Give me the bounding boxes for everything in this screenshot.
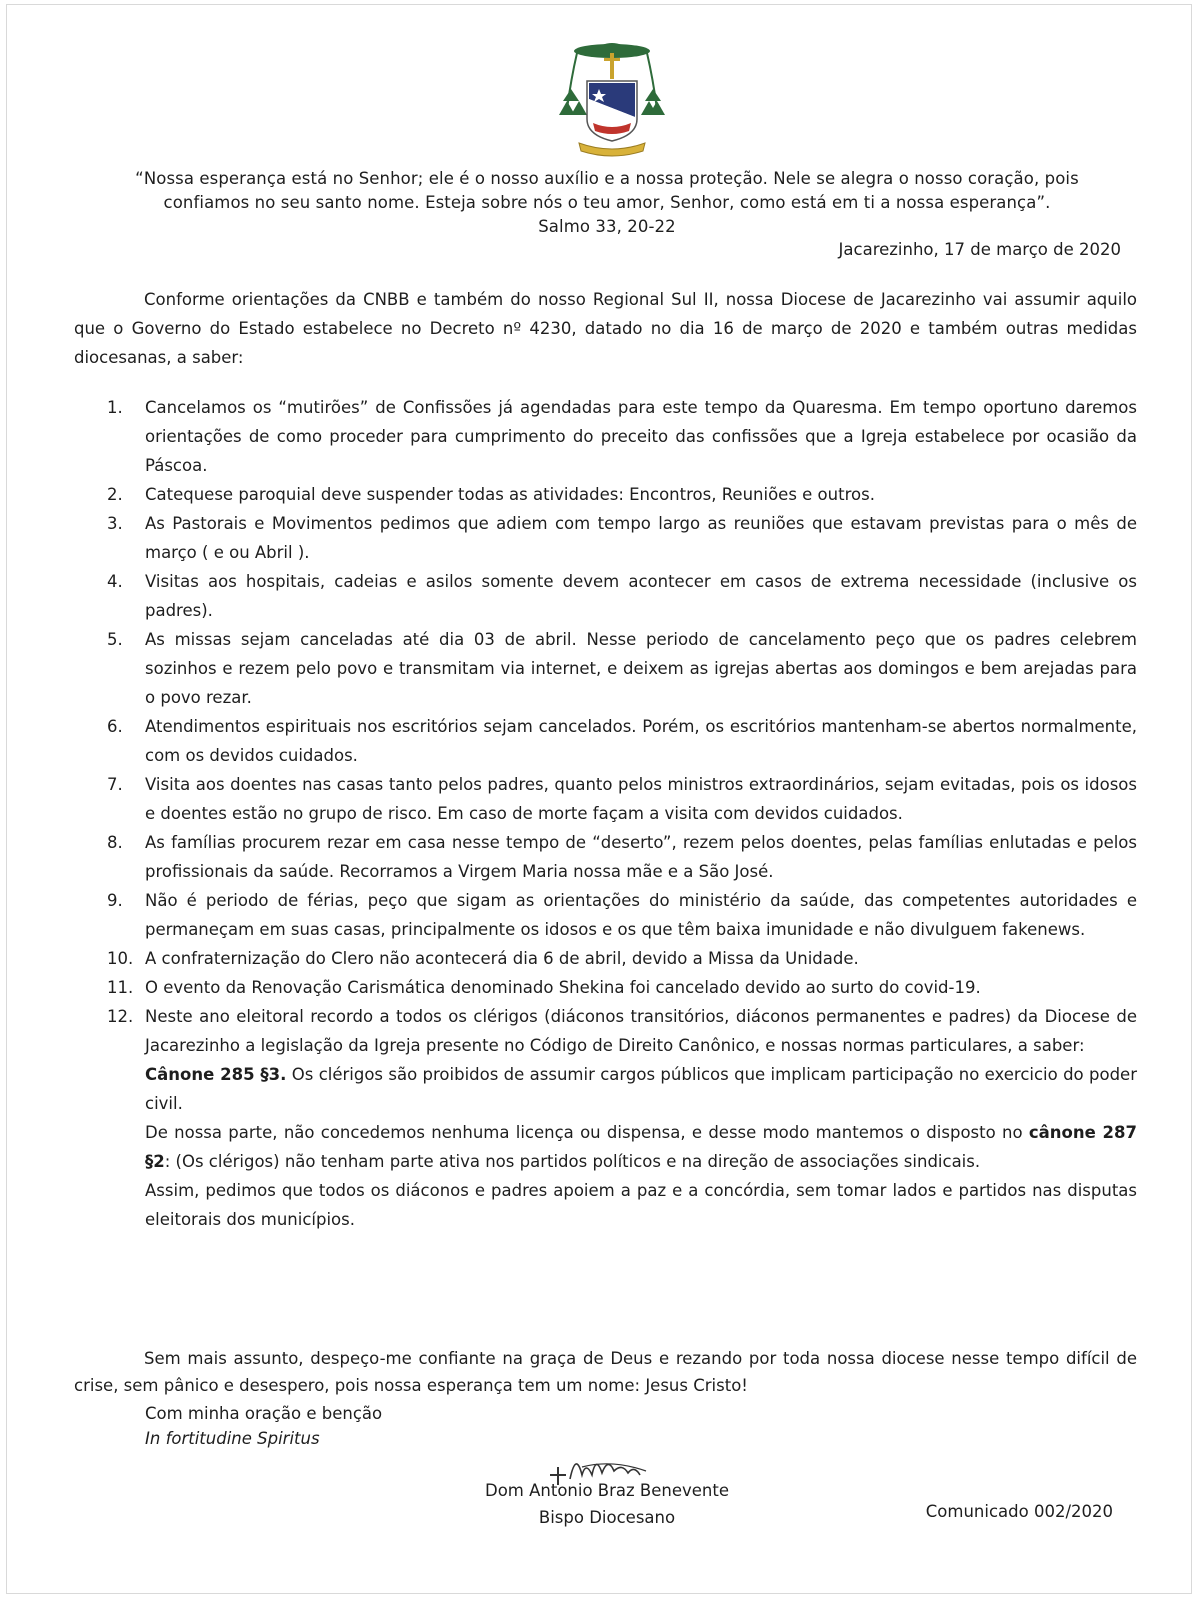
canon-287-text: : (Os clérigos) não tenham parte ativa nos partidos políticos e na direção de associações sindicais. [164,1152,981,1171]
list-item [107,828,1137,886]
motto-text: In fortitudine Spiritus [145,1429,320,1448]
measures-list [107,393,1137,1234]
date-line: Jacarezinho, 17 de março de 2020 [838,240,1121,259]
item-text: Catequese paroquial deve suspender todas as atividades: Encontros, Reuniões e outros. [145,485,875,504]
item-text: Visita aos doentes nas casas tanto pelos padres, quanto pelos ministros extraordinários, sejam evitadas, pois os idosos e doentes estão no grupo de risco. Em caso de morte façam a visita com devidos cuidados. [145,775,1137,823]
item-number: 10. [107,949,134,968]
list-item [107,393,1137,480]
item-number: 6. [107,717,123,736]
item-number: 3. [107,514,123,533]
peace-paragraph: Assim, pedimos que todos os diáconos e padres apoiem a paz e a concórdia, sem tomar lados e partidos nas disputas eleitorais dos municípios. [145,1181,1137,1229]
item-number: 4. [107,572,123,591]
signer-name: Dom Antonio Braz Benevente [484,1481,729,1500]
item-text: Atendimentos espirituais nos escritórios sejam cancelados. Porém, os escritórios mantenham-se abertos normalmente, com os devidos cuidados. [145,717,1137,765]
list-item [107,973,1137,1002]
item-number: 1. [107,398,123,417]
item-text: Visitas aos hospitais, cadeias e asilos somente devem acontecer em casos de extrema necessidade (inclusive os padres). [145,572,1137,620]
canon-285-text: Os clérigos são proibidos de assumir cargos públicos que implicam participação no exercicio do poder civil. [145,1065,1137,1113]
item-number: 7. [107,775,123,794]
license-text: De nossa parte, não concedemos nenhuma licença ou dispensa, e desse modo mantemos o disposto no [145,1123,1029,1142]
canon-285-label: Cânone 285 §3. [145,1065,287,1084]
list-item [107,712,1137,770]
canon-287-label: cânone 287 §2 [145,1123,1137,1171]
list-item [107,625,1137,712]
list-item [107,886,1137,944]
signer-title: Bispo Diocesano [538,1508,676,1527]
item-number: 5. [107,630,123,649]
canon-285-paragraph [145,1060,1137,1118]
regards-block [145,1401,382,1451]
list-item [107,509,1137,567]
item-number: 9. [107,891,123,910]
item-text: As Pastorais e Movimentos pedimos que adiem com tempo largo as reuniões que estavam previstas para o mês de março ( e ou Abril ). [145,514,1137,562]
intro-paragraph: Conforme orientações da CNBB e também do nosso Regional Sul II, nossa Diocese de Jacarezinho vai assumir aquilo que o Governo do Estado estabelece no Decreto nº 4230, datado no dia 16 de março de 2020 e também outras medidas diocesanas, a saber: [74,290,1137,367]
list-item [107,567,1137,625]
epigraph-quote: “Nossa esperança está no Senhor; ele é o nosso auxílio e a nossa proteção. Nele se alegra o nosso coração, pois confiamos no seu santo nome. Esteja sobre nós o teu amor, Senhor, como está em ti a nossa esperança”. [135,169,1079,212]
item-text: Cancelamos os “mutirões” de Confissões já agendadas para este tempo da Quaresma. Em tempo oportuno daremos orientações de como proceder para cumprimento do preceito das confissões que a Igreja estabelece por ocasião da Páscoa. [145,398,1137,475]
episcopal-coat-of-arms [557,39,667,161]
epigraph-reference: Salmo 33, 20-22 [538,217,676,236]
item-text: O evento da Renovação Carismática denominado Shekina foi cancelado devido ao surto do covid-19. [145,978,981,997]
item-number: 2. [107,485,123,504]
list-item [107,770,1137,828]
item-text: Neste ano eleitoral recordo a todos os clérigos (diáconos transitórios, diáconos permanentes e padres) da Diocese de Jacarezinho a legislação da Igreja presente no Código de Direito Canônico, e nossas normas particulares, a saber: [145,1007,1137,1055]
item-text: As famílias procurem rezar em casa nesse tempo de “deserto”, rezem pelos doentes, pelas famílias enlutadas e pelos profissionais da saúde. Recorramos a Virgem Maria nossa mãe e a São José. [145,833,1137,881]
list-item [107,1002,1137,1234]
item-number: 12. [107,1007,134,1026]
closing-paragraph: Sem mais assunto, despeço-me confiante na graça de Deus e rezando por toda nossa diocese nesse tempo difícil de crise, sem pânico e desespero, pois nossa esperança tem um nome: Jesus Cristo! [74,1349,1137,1395]
item-text: As missas sejam canceladas até dia 03 de abril. Nesse periodo de cancelamento peço que os padres celebrem sozinhos e rezem pelo povo e transmitam via internet, e deixem as igrejas abertas aos domingos e bem arejadas para o povo rezar. [145,630,1137,707]
regards-text: Com minha oração e benção [145,1404,383,1423]
list-item [107,944,1137,973]
epigraph [97,167,1117,239]
signer-block [437,1477,777,1531]
item-text: A confraternização do Clero não acontecerá dia 6 de abril, devido a Missa da Unidade. [145,949,859,968]
item-number: 8. [107,833,123,852]
document-page [6,4,1192,1594]
canon-287-paragraph [145,1118,1137,1176]
list-item [107,480,1137,509]
communique-number: Comunicado 002/2020 [925,1502,1113,1521]
item-number: 11. [107,978,134,997]
item-text: Não é periodo de férias, peço que sigam as orientações do ministério da saúde, das competentes autoridades e permaneçam em suas casas, principalmente os idosos e os que têm baixa imunidade e não divulguem fakenews. [145,891,1137,939]
